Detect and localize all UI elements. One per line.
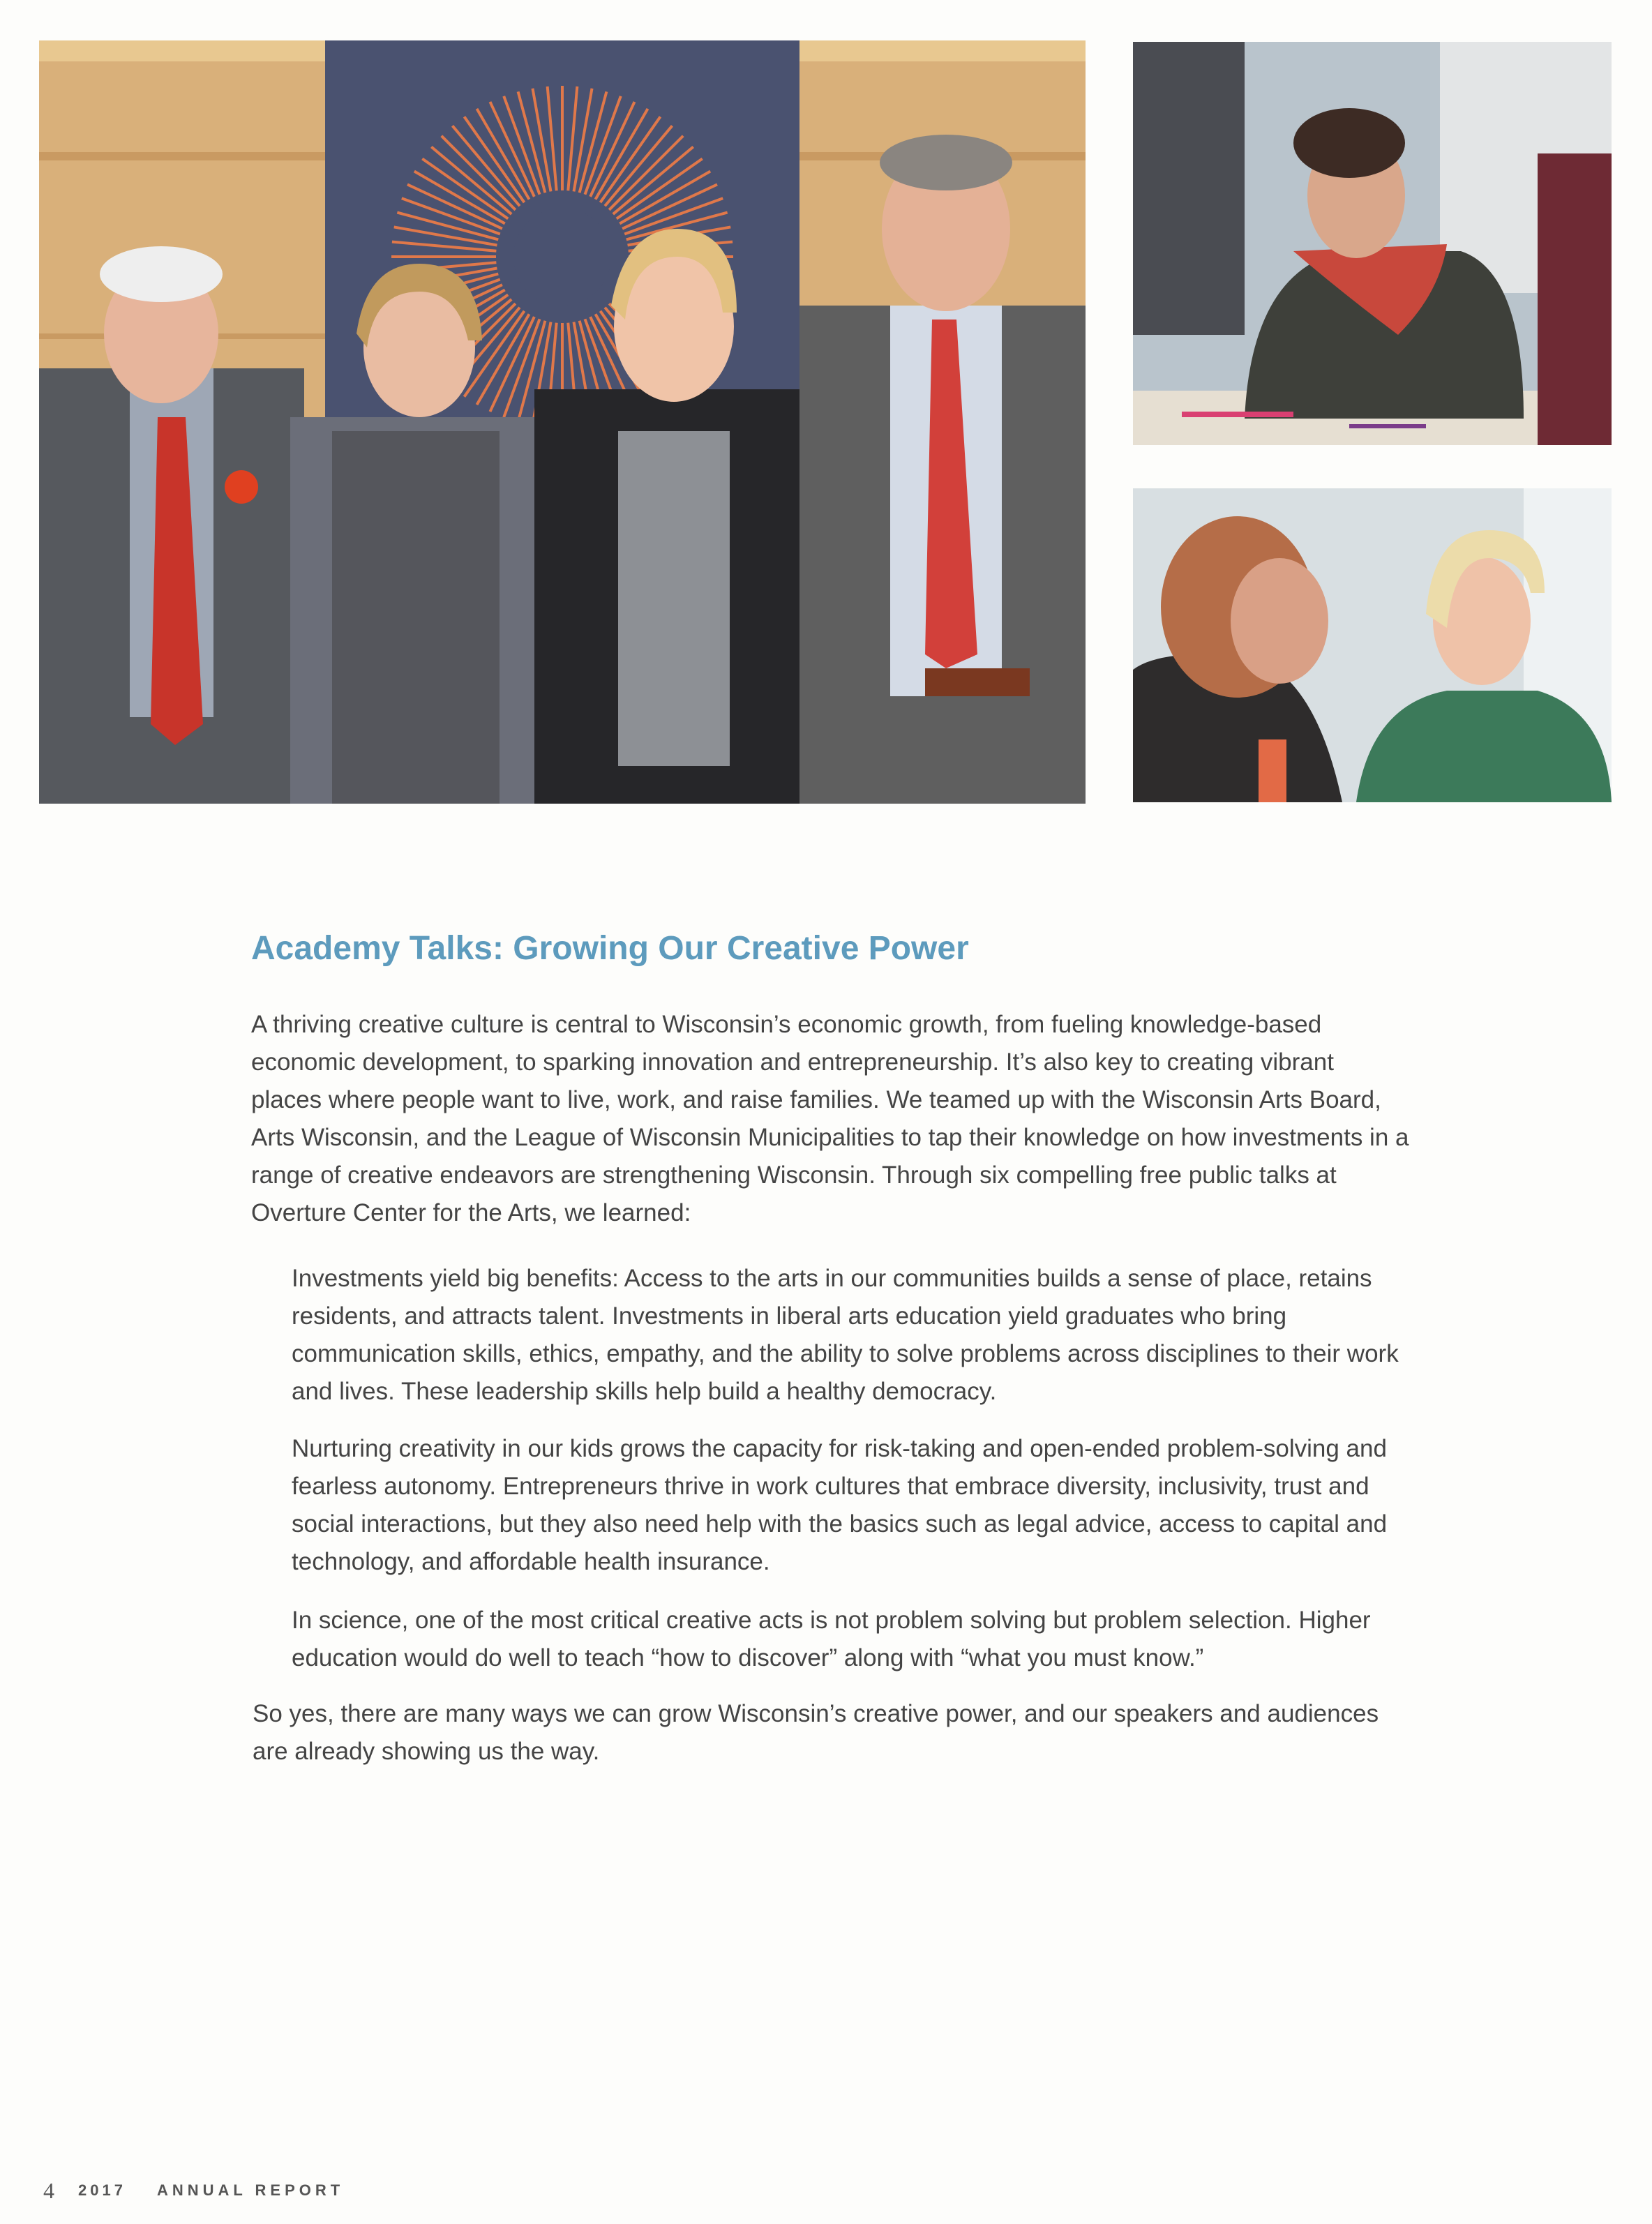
report-year: 2017 <box>78 2181 126 2199</box>
article-heading: Academy Talks: Growing Our Creative Power <box>251 930 969 967</box>
discussion-photo-top <box>1133 42 1612 445</box>
discussion-photo-bottom-illustration <box>1133 488 1612 802</box>
learning-point: Investments yield big benefits: Access to the arts in our communities builds a sense of place, retains residents, and attracts talent. Investments in liberal arts education yield graduates who bring communication skills, ethics, empathy, and the ability to solve problems across disciplines to their work and lives. These leadership skills help build a healthy democracy. <box>292 1265 1399 1405</box>
page-footer <box>43 2177 344 2204</box>
discussion-photo-bottom <box>1133 488 1612 802</box>
group-photo <box>39 40 1086 804</box>
learning-point: In science, one of the most critical creative acts is not problem solving but problem selection. Higher education would do well to teach “how to discover” along with “what you must know.” <box>292 1607 1371 1671</box>
page-number: 4 <box>43 2177 54 2203</box>
discussion-photo-top-illustration <box>1133 42 1612 445</box>
group-photo-illustration <box>39 40 1086 804</box>
intro-paragraph: A thriving creative culture is central to Wisconsin’s economic growth, from fueling knowledge-based economic development, to sparking innovation and entrepreneurship. It’s also key to creating vibrant places where people want to live, work, and raise families. We teamed up with the Wisconsin Arts Board, Arts Wisconsin, and the League of Wisconsin Municipalities to tap their knowledge on how investments in a range of creative endeavors are strengthening Wisconsin. Through six compelling free public talks at Overture Center for the Arts, we learned: <box>251 1011 1409 1226</box>
closing-paragraph: So yes, there are many ways we can grow Wisconsin’s creative power, and our speakers and audiences are already showing us the way. <box>253 1700 1379 1765</box>
learning-point: Nurturing creativity in our kids grows the capacity for risk-taking and open-ended problem-solving and fearless autonomy. Entrepreneurs thrive in work cultures that embrace diversity, inclusivity, trust and social interactions, but they also need help with the basics such as legal advice, access to capital and technology, and affordable health insurance. <box>292 1435 1388 1575</box>
report-title: ANNUAL REPORT <box>156 2181 345 2199</box>
